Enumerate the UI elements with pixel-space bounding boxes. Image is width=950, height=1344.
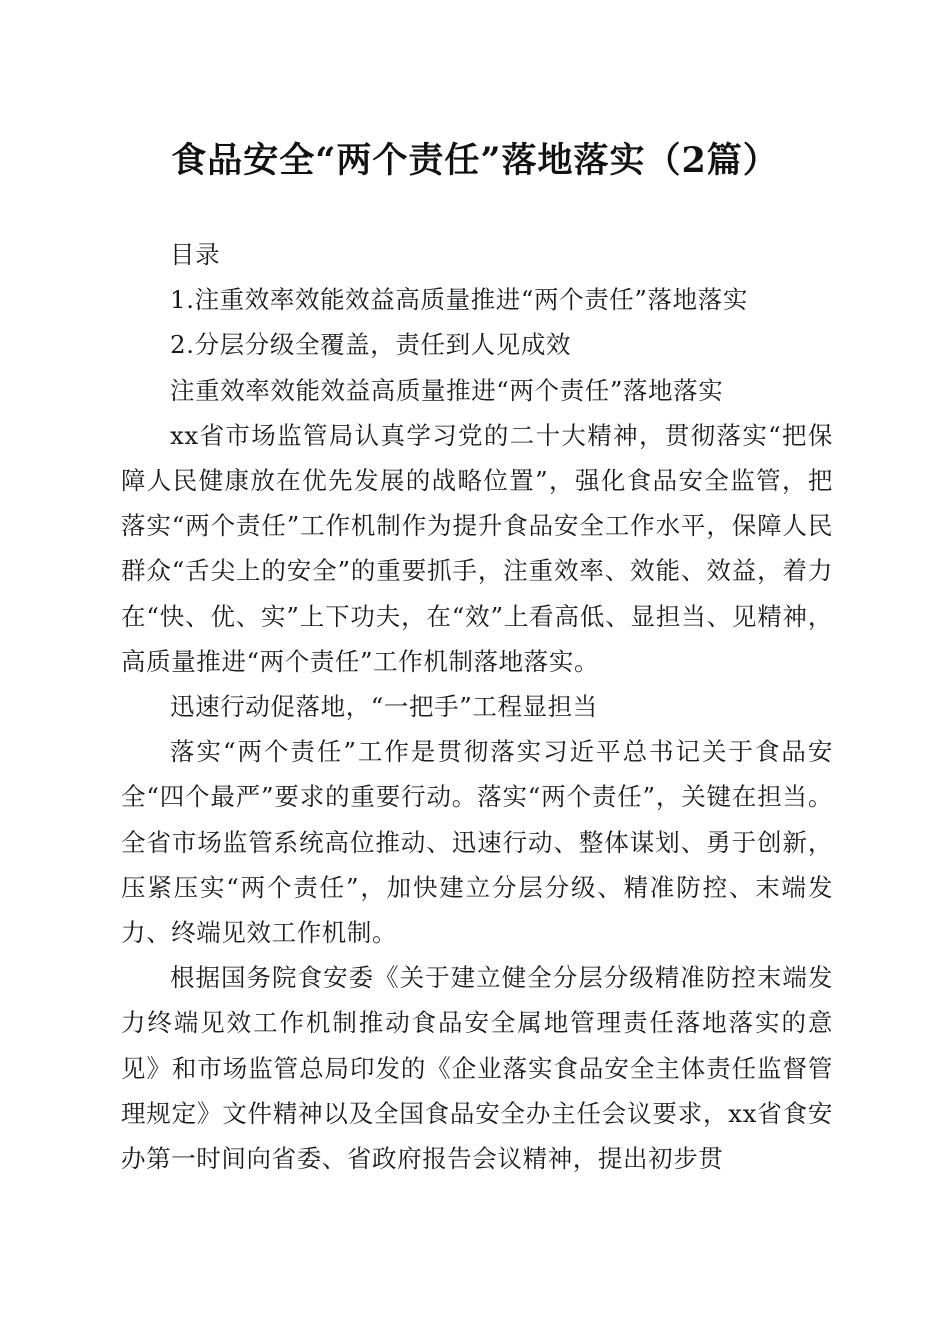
document-title: 食品安全“两个责任”落地落实（2篇） [171, 140, 779, 181]
paragraph-2: 落实“两个责任”工作是贯彻落实习近平总书记关于食品安全“四个最严”要求的重要行动。落实“两个责任”，关键在担当。全省市场监管系统高位推动、迅速行动、整体谋划、勇于创新，压紧压实“两个责任”，加快建立分层分级、精准防控、末端发力、终端见效工作机制。 [121, 737, 833, 948]
document-body [121, 232, 833, 1181]
toc-item-1: 1.注重效率效能效益高质量推进“两个责任”落地落实 [170, 285, 748, 315]
article-title: 注重效率效能效益高质量推进“两个责任”落地落实 [170, 375, 724, 405]
toc-heading: 目录 [170, 240, 221, 269]
paragraph-3: 根据国务院食安委《关于建立健全分层分级精准防控末端发力终端见效工作机制推动食品安全属地管理责任落地落实的意见》和市场监管总局印发的《企业落实食品安全主体责任监督管理规定》文件精神以及全国食品安全办主任会议要求，xx省食安办第一时间向省委、省政府报告会议精神，提出初步贯 [121, 963, 833, 1174]
paragraph-1: xx省市场监管局认真学习党的二十大精神，贯彻落实“把保障人民健康放在优先发展的战略位置”，强化食品安全监管，把落实“两个责任”工作机制作为提升食品安全工作水平，保障人民群众“舌尖上的安全”的重要抓手，注重效率、效能、效益，着力在“快、优、实”上下功夫，在“效”上看高低、显担当、见精神，高质量推进“两个责任”工作机制落地落实。 [121, 420, 833, 676]
section-heading-1: 迅速行动促落地，“一把手”工程显担当 [170, 692, 598, 722]
toc-item-2: 2.分层分级全覆盖，责任到人见成效 [170, 330, 572, 360]
